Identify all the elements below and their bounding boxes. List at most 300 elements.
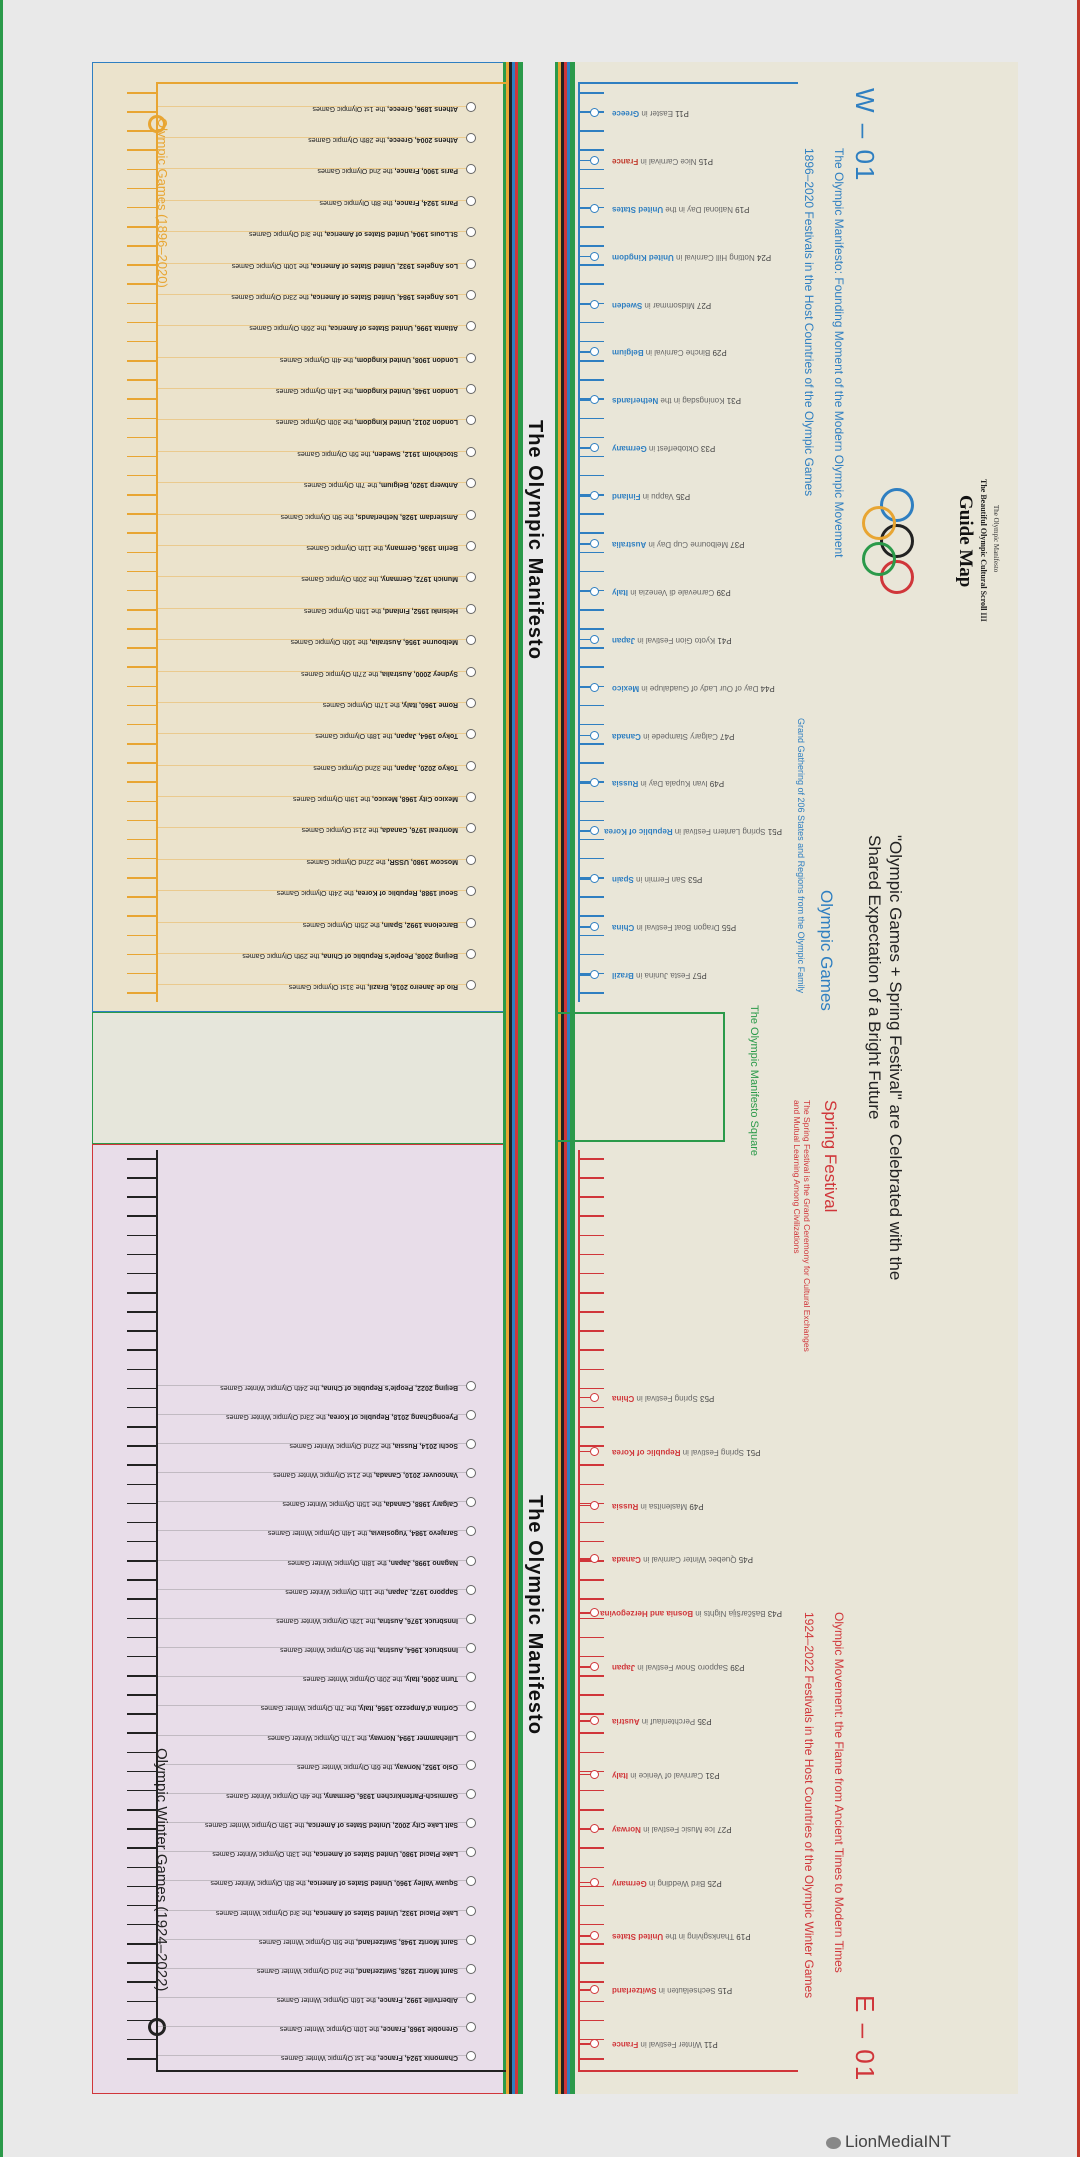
timeline-tick xyxy=(580,896,604,898)
page-number: P37 xyxy=(728,540,745,549)
festival-label xyxy=(612,1876,782,1888)
item-hub[interactable] xyxy=(466,1439,476,1449)
item-hub[interactable] xyxy=(466,604,476,614)
item-hub[interactable] xyxy=(590,587,599,596)
item-hub[interactable] xyxy=(466,761,476,771)
festival-label xyxy=(612,393,782,405)
country-name: United States xyxy=(612,204,664,214)
page-number: P35 xyxy=(695,1717,712,1726)
timeline-tick xyxy=(580,360,604,362)
festival-label xyxy=(612,298,782,310)
festival-label xyxy=(612,154,782,166)
edition-detail: the 9th Olympic Winter Games xyxy=(280,1646,376,1654)
page-number: P31 xyxy=(703,1770,720,1780)
timeline-tick xyxy=(127,283,157,285)
host-city-label xyxy=(200,1612,458,1624)
page-number: P15 xyxy=(715,1986,733,1996)
host-city-label xyxy=(200,1408,458,1420)
host-city-name: London 1948, United Kingdom, xyxy=(353,387,458,395)
timeline-tick xyxy=(580,1484,604,1486)
host-city-name: PyeongChang 2018, Republic of Korea, xyxy=(325,1412,458,1420)
host-city-name: Antwerp 1920, Belgium, xyxy=(377,481,458,489)
festival-name: Vappu in xyxy=(640,492,674,502)
host-city-name: Paris 1924, France, xyxy=(392,198,458,206)
host-city-name: Montreal 1976, Canada, xyxy=(378,826,458,834)
timeline-tick xyxy=(127,188,157,190)
host-city-name: Athens 2004, Greece, xyxy=(385,136,458,144)
item-hub[interactable] xyxy=(466,447,476,457)
timeline-tick xyxy=(580,1867,604,1869)
edition-detail: the 32nd Olympic Games xyxy=(313,763,393,771)
timeline-tick xyxy=(127,705,157,707)
festival-label xyxy=(612,1983,782,1995)
timeline-tick xyxy=(127,992,157,994)
host-city-label xyxy=(200,1641,458,1653)
spring-heading: Olympic Movement: the Flame from Ancient Times to Modern Times xyxy=(832,1612,846,1973)
timeline-tick xyxy=(580,724,604,726)
edition-detail: the 9th Olympic Games xyxy=(280,512,354,520)
edition-detail: the 14th Olympic Games xyxy=(275,387,353,395)
timeline-tick xyxy=(127,1215,157,1217)
edition-detail: the 22nd Olympic Winter Games xyxy=(289,1441,391,1449)
host-city-label xyxy=(200,696,458,708)
item-hub[interactable] xyxy=(466,1731,476,1741)
item-hub[interactable] xyxy=(590,204,599,213)
festival-name: Binche Carnival in xyxy=(643,348,711,358)
page-number: P25 xyxy=(705,1878,722,1888)
festival-name: Spring Festival in xyxy=(634,1393,698,1403)
timeline-tick xyxy=(580,1426,604,1428)
timeline-tick xyxy=(127,801,157,803)
host-city-name: Saint Moritz 1948, Switzerland, xyxy=(354,1937,458,1945)
item-hub[interactable] xyxy=(590,1770,599,1779)
item-hub[interactable] xyxy=(590,539,599,548)
edition-detail: the 21st Olympic Winter Games xyxy=(273,1471,372,1479)
item-hub[interactable] xyxy=(466,290,476,300)
item-hub[interactable] xyxy=(466,353,476,363)
timeline-tick xyxy=(127,494,157,496)
host-city-label xyxy=(200,382,458,394)
timeline-tick xyxy=(580,1579,604,1581)
host-city-label xyxy=(200,1933,458,1945)
festival-label xyxy=(612,1929,782,1941)
timeline-tick xyxy=(580,666,604,668)
festival-name: Easter in xyxy=(639,108,673,118)
item-hub[interactable] xyxy=(590,970,599,979)
item-hub[interactable] xyxy=(466,1760,476,1770)
festival-name: Winter Festival in xyxy=(638,2040,702,2050)
country-name: Russia xyxy=(612,1501,639,1511)
timeline-tick xyxy=(127,1235,157,1237)
central-label-top: The Olympic Manifesto xyxy=(524,420,546,660)
timeline-tick xyxy=(127,2058,157,2060)
item-hub[interactable] xyxy=(466,1964,476,1974)
festival-label xyxy=(612,872,782,884)
festival-name: Nice Carnival in xyxy=(638,156,697,166)
festival-name: San Fermin in xyxy=(633,875,686,885)
timeline-tick xyxy=(580,801,604,803)
host-city-name: Oslo 1952, Norway, xyxy=(392,1762,458,1770)
timeline-tick xyxy=(127,552,157,554)
timeline-tick xyxy=(127,1560,157,1562)
festival-name: Carnival of Venice in xyxy=(628,1770,704,1780)
page-number: P19 xyxy=(734,1932,751,1942)
host-city-name: Saint Moritz 1928, Switzerland, xyxy=(354,1966,458,1974)
host-city-name: Cortina d'Ampezzo 1956, Italy, xyxy=(356,1704,458,1712)
item-hub[interactable] xyxy=(590,252,599,261)
country-name: United Kingdom xyxy=(612,252,674,262)
country-name: Italy xyxy=(612,1770,629,1780)
country-name: Germany xyxy=(612,1878,647,1888)
timeline-tick xyxy=(580,609,604,611)
central-spine xyxy=(503,62,523,2094)
item-hub[interactable] xyxy=(590,108,599,117)
timeline-tick xyxy=(127,1503,157,1505)
host-city-label xyxy=(200,602,458,614)
edition-detail: the 17th Olympic Winter Games xyxy=(267,1733,367,1741)
timeline-tick xyxy=(127,1158,157,1160)
item-hub[interactable] xyxy=(466,1556,476,1566)
timeline-tick xyxy=(127,647,157,649)
edition-detail: the 4th Olympic Winter Games xyxy=(226,1791,322,1799)
page-number: P49 xyxy=(707,779,725,789)
host-city-name: London 1908, United Kingdom, xyxy=(353,355,458,363)
page-number: P47 xyxy=(717,731,735,741)
edition-detail: the 24th Olympic Games xyxy=(276,889,354,897)
timeline-tick xyxy=(127,111,157,113)
page-number: P53 xyxy=(697,1393,715,1403)
host-city-label xyxy=(200,1904,458,1916)
timeline-tick xyxy=(580,571,604,573)
timeline-tick xyxy=(127,1196,157,1198)
host-city-label xyxy=(200,1379,458,1391)
item-hub[interactable] xyxy=(466,1614,476,1624)
connector-line xyxy=(580,1935,590,1937)
item-hub[interactable] xyxy=(466,698,476,708)
host-city-label xyxy=(200,727,458,739)
host-city-name: Tokyo 1964, Japan, xyxy=(392,732,458,740)
host-city-name: Lake Placid 1932, United States of America, xyxy=(311,1908,458,1916)
timeline-tick xyxy=(580,1196,604,1198)
host-city-label xyxy=(200,1816,458,1828)
timeline-tick xyxy=(580,1311,604,1313)
edition-detail: the 6th Olympic Winter Games xyxy=(297,1762,393,1770)
page-number: P24 xyxy=(754,252,772,262)
connector-line xyxy=(580,1828,590,1830)
timeline-tick xyxy=(580,839,604,841)
connector-line xyxy=(580,1505,590,1507)
timeline-tick xyxy=(580,456,604,458)
edition-detail: the 16th Olympic Games xyxy=(290,638,368,646)
connector-line xyxy=(580,974,590,976)
timeline-tick xyxy=(127,1675,157,1677)
central-label-bottom: The Olympic Manifesto xyxy=(524,1495,546,1735)
item-hub[interactable] xyxy=(466,1585,476,1595)
page-number: P44 xyxy=(758,683,775,693)
page-number: P39 xyxy=(728,1663,745,1673)
host-city-name: Grenoble 1968, France, xyxy=(379,2025,458,2033)
host-city-label xyxy=(200,194,458,206)
connector-line xyxy=(580,782,590,784)
page-number: P27 xyxy=(715,1824,732,1834)
timeline-tick xyxy=(580,1235,604,1237)
item-hub[interactable] xyxy=(590,300,599,309)
festival-name: Quebec Winter Carnival in xyxy=(640,1555,737,1565)
edition-detail: the 2nd Olympic Winter Games xyxy=(256,1966,355,1974)
host-city-label xyxy=(200,319,458,331)
connector-line xyxy=(580,1882,590,1884)
item-hub[interactable] xyxy=(590,1501,599,1510)
host-city-name: Garmisch-Partenkirchen 1936, Germany, xyxy=(321,1791,458,1799)
spring-section-title: Spring Festival xyxy=(821,1100,840,1213)
item-hub[interactable] xyxy=(466,1935,476,1945)
item-hub[interactable] xyxy=(466,259,476,269)
headline: "Olympic Games + Spring Festival" are Celebrated with the Shared Expectation of a Bright Future xyxy=(865,835,905,1281)
timeline-tick xyxy=(580,820,604,822)
edition-detail: the 31st Olympic Games xyxy=(288,983,366,991)
timeline-tick xyxy=(580,341,604,343)
country-name: Bosnia and Herzegovina xyxy=(600,1609,694,1619)
timeline-tick xyxy=(127,724,157,726)
timeline-tick xyxy=(580,169,604,171)
host-city-name: Vancouver 2010, Canada, xyxy=(372,1471,458,1479)
festival-label xyxy=(612,968,782,980)
edition-detail: the 4th Olympic Games xyxy=(279,355,353,363)
host-city-label xyxy=(200,790,458,802)
connector-line xyxy=(580,591,590,593)
host-city-name: Beijing 2008, People's Republic of China, xyxy=(319,951,458,959)
timeline-tick xyxy=(580,437,604,439)
host-city-label xyxy=(200,1758,458,1770)
timeline-tick xyxy=(580,1273,604,1275)
item-hub[interactable] xyxy=(466,133,476,143)
item-hub[interactable] xyxy=(590,635,599,644)
item-hub[interactable] xyxy=(466,918,476,928)
edition-detail: the 1st Olympic Games xyxy=(312,104,386,112)
olympic-connector xyxy=(578,82,798,84)
ring-green xyxy=(862,542,896,576)
watermark: LionMediaINT xyxy=(826,2132,951,2152)
timeline-tick xyxy=(127,686,157,688)
timeline-tick xyxy=(127,398,157,400)
timeline-tick xyxy=(127,456,157,458)
festival-label xyxy=(612,1499,782,1511)
edition-detail: the 10th Olympic Games xyxy=(231,261,309,269)
timeline-tick xyxy=(580,283,604,285)
item-hub[interactable] xyxy=(590,1393,599,1402)
festival-name: Notting Hill Carnival in xyxy=(673,252,755,262)
host-city-name: St.Louis 1904, United States of America, xyxy=(322,230,458,238)
item-hub[interactable] xyxy=(466,1906,476,1916)
timeline-tick xyxy=(127,877,157,879)
country-name: Sweden xyxy=(612,300,643,310)
timeline-tick xyxy=(580,2020,604,2022)
festival-name: Koningsdag in the xyxy=(658,396,725,406)
connector-line xyxy=(580,1397,590,1399)
item-hub[interactable] xyxy=(590,1878,599,1887)
edition-detail: the 20th Olympic Winter Games xyxy=(303,1675,403,1683)
title-series: The Olympic Manifesto xyxy=(992,505,1000,573)
timeline-tick xyxy=(127,2001,157,2003)
host-city-name: Athens 1896, Greece, xyxy=(385,104,458,112)
host-city-name: Lake Placid 1980, United States of America, xyxy=(311,1850,458,1858)
host-city-name: London 2012, United Kingdom, xyxy=(353,418,458,426)
timeline-tick xyxy=(127,781,157,783)
timeline-tick xyxy=(580,1349,604,1351)
timeline-tick xyxy=(127,1330,157,1332)
item-hub[interactable] xyxy=(590,156,599,165)
timeline-tick xyxy=(580,532,604,534)
timeline-tick xyxy=(127,1369,157,1371)
item-hub[interactable] xyxy=(466,949,476,959)
item-hub[interactable] xyxy=(466,792,476,802)
host-city-label xyxy=(200,539,458,551)
festival-label xyxy=(612,729,782,741)
page-number: P11 xyxy=(701,2040,718,2050)
timeline-tick xyxy=(580,1943,604,1945)
country-name: Italy xyxy=(612,587,629,597)
host-city-name: Sarajevo 1984, Yugoslavia, xyxy=(367,1529,458,1537)
festival-label xyxy=(612,1822,782,1834)
country-name: Japan xyxy=(612,635,636,645)
host-city-name: Squaw Valley 1960, United States of America, xyxy=(305,1879,458,1887)
timeline-tick xyxy=(580,1369,604,1371)
square-label: The Olympic Manifesto Square xyxy=(748,1005,760,1157)
edition-detail: the 10th Olympic Winter Games xyxy=(279,2025,380,2033)
host-city-name: Sydney 2000, Australia, xyxy=(378,669,458,677)
timeline-tick xyxy=(127,1618,157,1620)
item-hub[interactable] xyxy=(590,1824,599,1833)
country-name: Australia xyxy=(612,540,647,549)
host-city-label xyxy=(200,162,458,174)
item-hub[interactable] xyxy=(590,2039,599,2048)
host-city-name: Beijing 2022, People's Republic of China, xyxy=(319,1383,458,1391)
item-hub[interactable] xyxy=(590,1716,599,1725)
host-city-name: Rome 1960, Italy, xyxy=(399,700,458,708)
summer-heading: Olympic Games (1896–2020) xyxy=(155,118,170,288)
timeline-tick xyxy=(127,1484,157,1486)
edition-detail: the 19th Olympic Games xyxy=(293,795,371,803)
timeline-tick xyxy=(127,245,157,247)
item-hub[interactable] xyxy=(590,683,599,692)
title-scroll: The Beautiful Olympic Cultural Scroll III xyxy=(979,479,988,622)
spring-section-note: The Spring Festival is the Grand Ceremony for Cultural Exchanges and Mutual Learning Among Civilizations xyxy=(792,1100,812,1352)
timeline-tick xyxy=(127,628,157,630)
country-name: France xyxy=(612,156,639,166)
timeline-tick xyxy=(127,1177,157,1179)
page-number: P45 xyxy=(736,1555,753,1565)
host-city-name: Paris 1900, France, xyxy=(392,167,458,175)
host-city-label xyxy=(200,1991,458,2003)
edition-detail: the 25th Olympic Games xyxy=(302,920,380,928)
festival-label xyxy=(612,2037,782,2049)
timeline-tick xyxy=(127,92,157,94)
festival-name: Calgary Stampede in xyxy=(640,731,718,741)
festival-label xyxy=(612,633,782,645)
connector-line xyxy=(580,735,590,737)
page-number: P57 xyxy=(690,971,707,981)
olympic-timeline xyxy=(578,82,580,1002)
host-city-label xyxy=(200,257,458,269)
host-city-label xyxy=(200,2020,458,2032)
edition-detail: the 18th Olympic Games xyxy=(315,732,393,740)
timeline-tick xyxy=(127,839,157,841)
edition-detail: the 8th Olympic Winter Games xyxy=(210,1879,306,1887)
timeline-tick xyxy=(580,762,604,764)
item-hub[interactable] xyxy=(466,667,476,677)
item-hub[interactable] xyxy=(590,1447,599,1456)
host-city-label xyxy=(200,1554,458,1566)
timeline-tick xyxy=(580,1962,604,1964)
timeline-tick xyxy=(127,915,157,917)
connector-line xyxy=(580,351,590,353)
edition-detail: the 11th Olympic Games xyxy=(306,544,384,551)
host-city-name: Los Angeles 1984, United States of America, xyxy=(308,292,458,300)
item-hub[interactable] xyxy=(466,196,476,206)
connector-line xyxy=(580,160,590,162)
page-number: P35 xyxy=(673,492,691,502)
item-hub[interactable] xyxy=(466,855,476,865)
timeline-tick xyxy=(580,954,604,956)
item-hub[interactable] xyxy=(590,731,599,740)
connector-line xyxy=(580,926,590,928)
host-city-name: Mexico City 1968, Mexico, xyxy=(370,795,458,803)
timeline-tick xyxy=(580,1254,604,1256)
item-hub[interactable] xyxy=(466,1381,476,1391)
country-name: Germany xyxy=(612,444,647,454)
festival-label xyxy=(612,1714,782,1726)
timeline-tick xyxy=(127,513,157,515)
country-name: Mexico xyxy=(612,683,640,693)
timeline-tick xyxy=(580,149,604,151)
festival-name: Dragon Boat Festival in xyxy=(634,923,720,933)
timeline-tick xyxy=(127,743,157,745)
connector-line xyxy=(580,399,590,401)
edition-detail: the 27th Olympic Games xyxy=(301,669,379,677)
item-hub[interactable] xyxy=(466,102,476,112)
host-city-label xyxy=(200,1583,458,1595)
timeline-tick xyxy=(127,475,157,477)
item-hub[interactable] xyxy=(466,541,476,551)
item-hub[interactable] xyxy=(466,1410,476,1420)
festival-label xyxy=(612,1768,782,1780)
timeline-tick xyxy=(580,1215,604,1217)
timeline-tick xyxy=(580,245,604,247)
edition-detail: the 20th Olympic Games xyxy=(301,575,379,583)
festival-name: Spring Festival in xyxy=(680,1447,745,1457)
edition-detail: the 15th Olympic Winter Games xyxy=(282,1500,382,1508)
host-city-name: Melbourne 1956, Australia, xyxy=(367,638,458,646)
timeline-tick xyxy=(580,1292,604,1294)
timeline-tick xyxy=(127,1407,157,1409)
item-hub[interactable] xyxy=(466,1789,476,1799)
country-name: Canada xyxy=(612,731,641,741)
host-city-name: Seoul 1988, Republic of Korea, xyxy=(353,889,458,897)
edition-detail: the 12th Olympic Winter Games xyxy=(276,1616,376,1624)
timeline-tick xyxy=(580,1522,604,1524)
edition-detail: the 11th Olympic Winter Games xyxy=(285,1587,385,1595)
edition-detail: the 19th Olympic Winter Games xyxy=(204,1821,305,1829)
connector-line xyxy=(580,1989,590,1991)
host-city-name: Albertville 1992, France, xyxy=(375,1996,458,2004)
timeline-tick xyxy=(127,1694,157,1696)
country-name: Switzerland xyxy=(612,1986,657,1996)
country-name: Norway xyxy=(612,1824,641,1834)
item-hub[interactable] xyxy=(466,510,476,520)
festival-name: Festa Junina in xyxy=(633,971,691,981)
edition-detail: the 30th Olympic Games xyxy=(275,418,353,426)
connector-line xyxy=(580,112,590,114)
